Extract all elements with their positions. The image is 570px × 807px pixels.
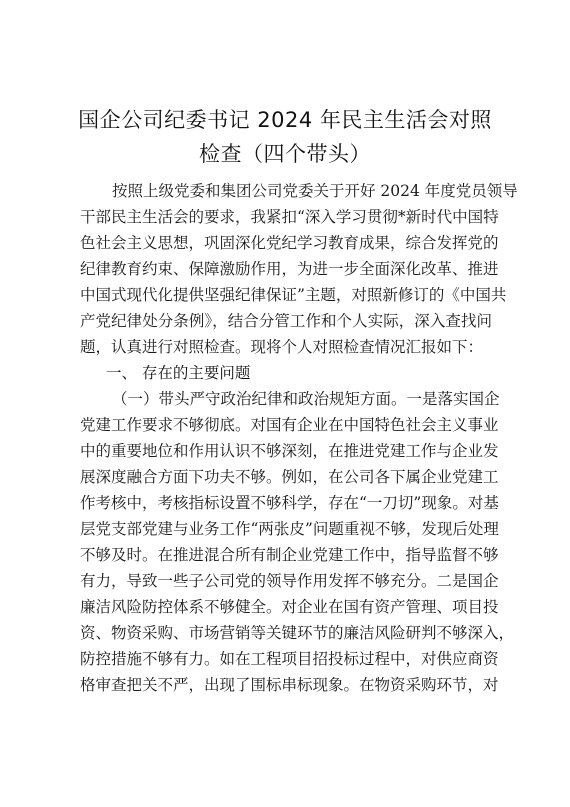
- body-line: 格审查把关不严，出现了围标串标现象。在物资采购环节，对: [80, 676, 499, 694]
- body-line: 展深度融合方面下功夫不够。例如，在公司各下属企业党建工: [80, 468, 499, 486]
- intro-line: 按照上级党委和集团公司党委关于开好 2024 年度党员领导: [112, 182, 518, 200]
- intro-line: 色社会主义思想，巩固深化党纪学习教育成果，综合发挥党的: [80, 234, 499, 252]
- intro-line: 题，认真进行对照检查。现将个人对照检查情况汇报如下：: [80, 338, 484, 356]
- document-title-line-1: 国企公司纪委书记 2024 年民主生活会对照: [78, 108, 492, 132]
- document-title-line-2: 检查（四个带头）: [199, 142, 371, 166]
- body-line: 防控措施不够有力。如在工程项目招投标过程中，对供应商资: [80, 650, 499, 668]
- body-line: 廉洁风险防控体系不够健全。对企业在国有资产管理、项目投: [80, 598, 499, 616]
- body-line: 不够及时。在推进混合所有制企业党建工作中，指导监督不够: [80, 546, 499, 564]
- body-line: 中的重要地位和作用认识不够深刻，在推进党建工作与企业发: [80, 442, 499, 460]
- body-line: （一）带头严守政治纪律和政治规矩方面。一是落实国企: [112, 390, 500, 408]
- body-line: 有力，导致一些子公司党的领导作用发挥不够充分。二是国企: [80, 572, 499, 590]
- body-line: 资、物资采购、市场营销等关键环节的廉洁风险研判不够深入，: [80, 624, 515, 642]
- body-line: 层党支部党建与业务工作“两张皮”问题重视不够，发现后处理: [80, 520, 499, 538]
- intro-line: 干部民主生活会的要求，我紧扣“深入学习贯彻*新时代中国特: [80, 208, 499, 226]
- section-heading: 一、 存在的主要问题: [106, 364, 251, 382]
- body-line: 作考核中，考核指标设置不够科学，存在“一刀切”现象。对基: [80, 494, 499, 512]
- intro-line: 产党纪律处分条例》，结合分管工作和个人实际，深入查找问: [80, 312, 492, 330]
- intro-line: 纪律教育约束、保障激励作用，为进一步全面深化改革、推进: [80, 260, 499, 278]
- body-line: 党建工作要求不够彻底。对国有企业在中国特色社会主义事业: [80, 416, 499, 434]
- intro-line: 中国式现代化提供坚强纪律保证”主题，对照新修订的《中国共: [80, 286, 507, 304]
